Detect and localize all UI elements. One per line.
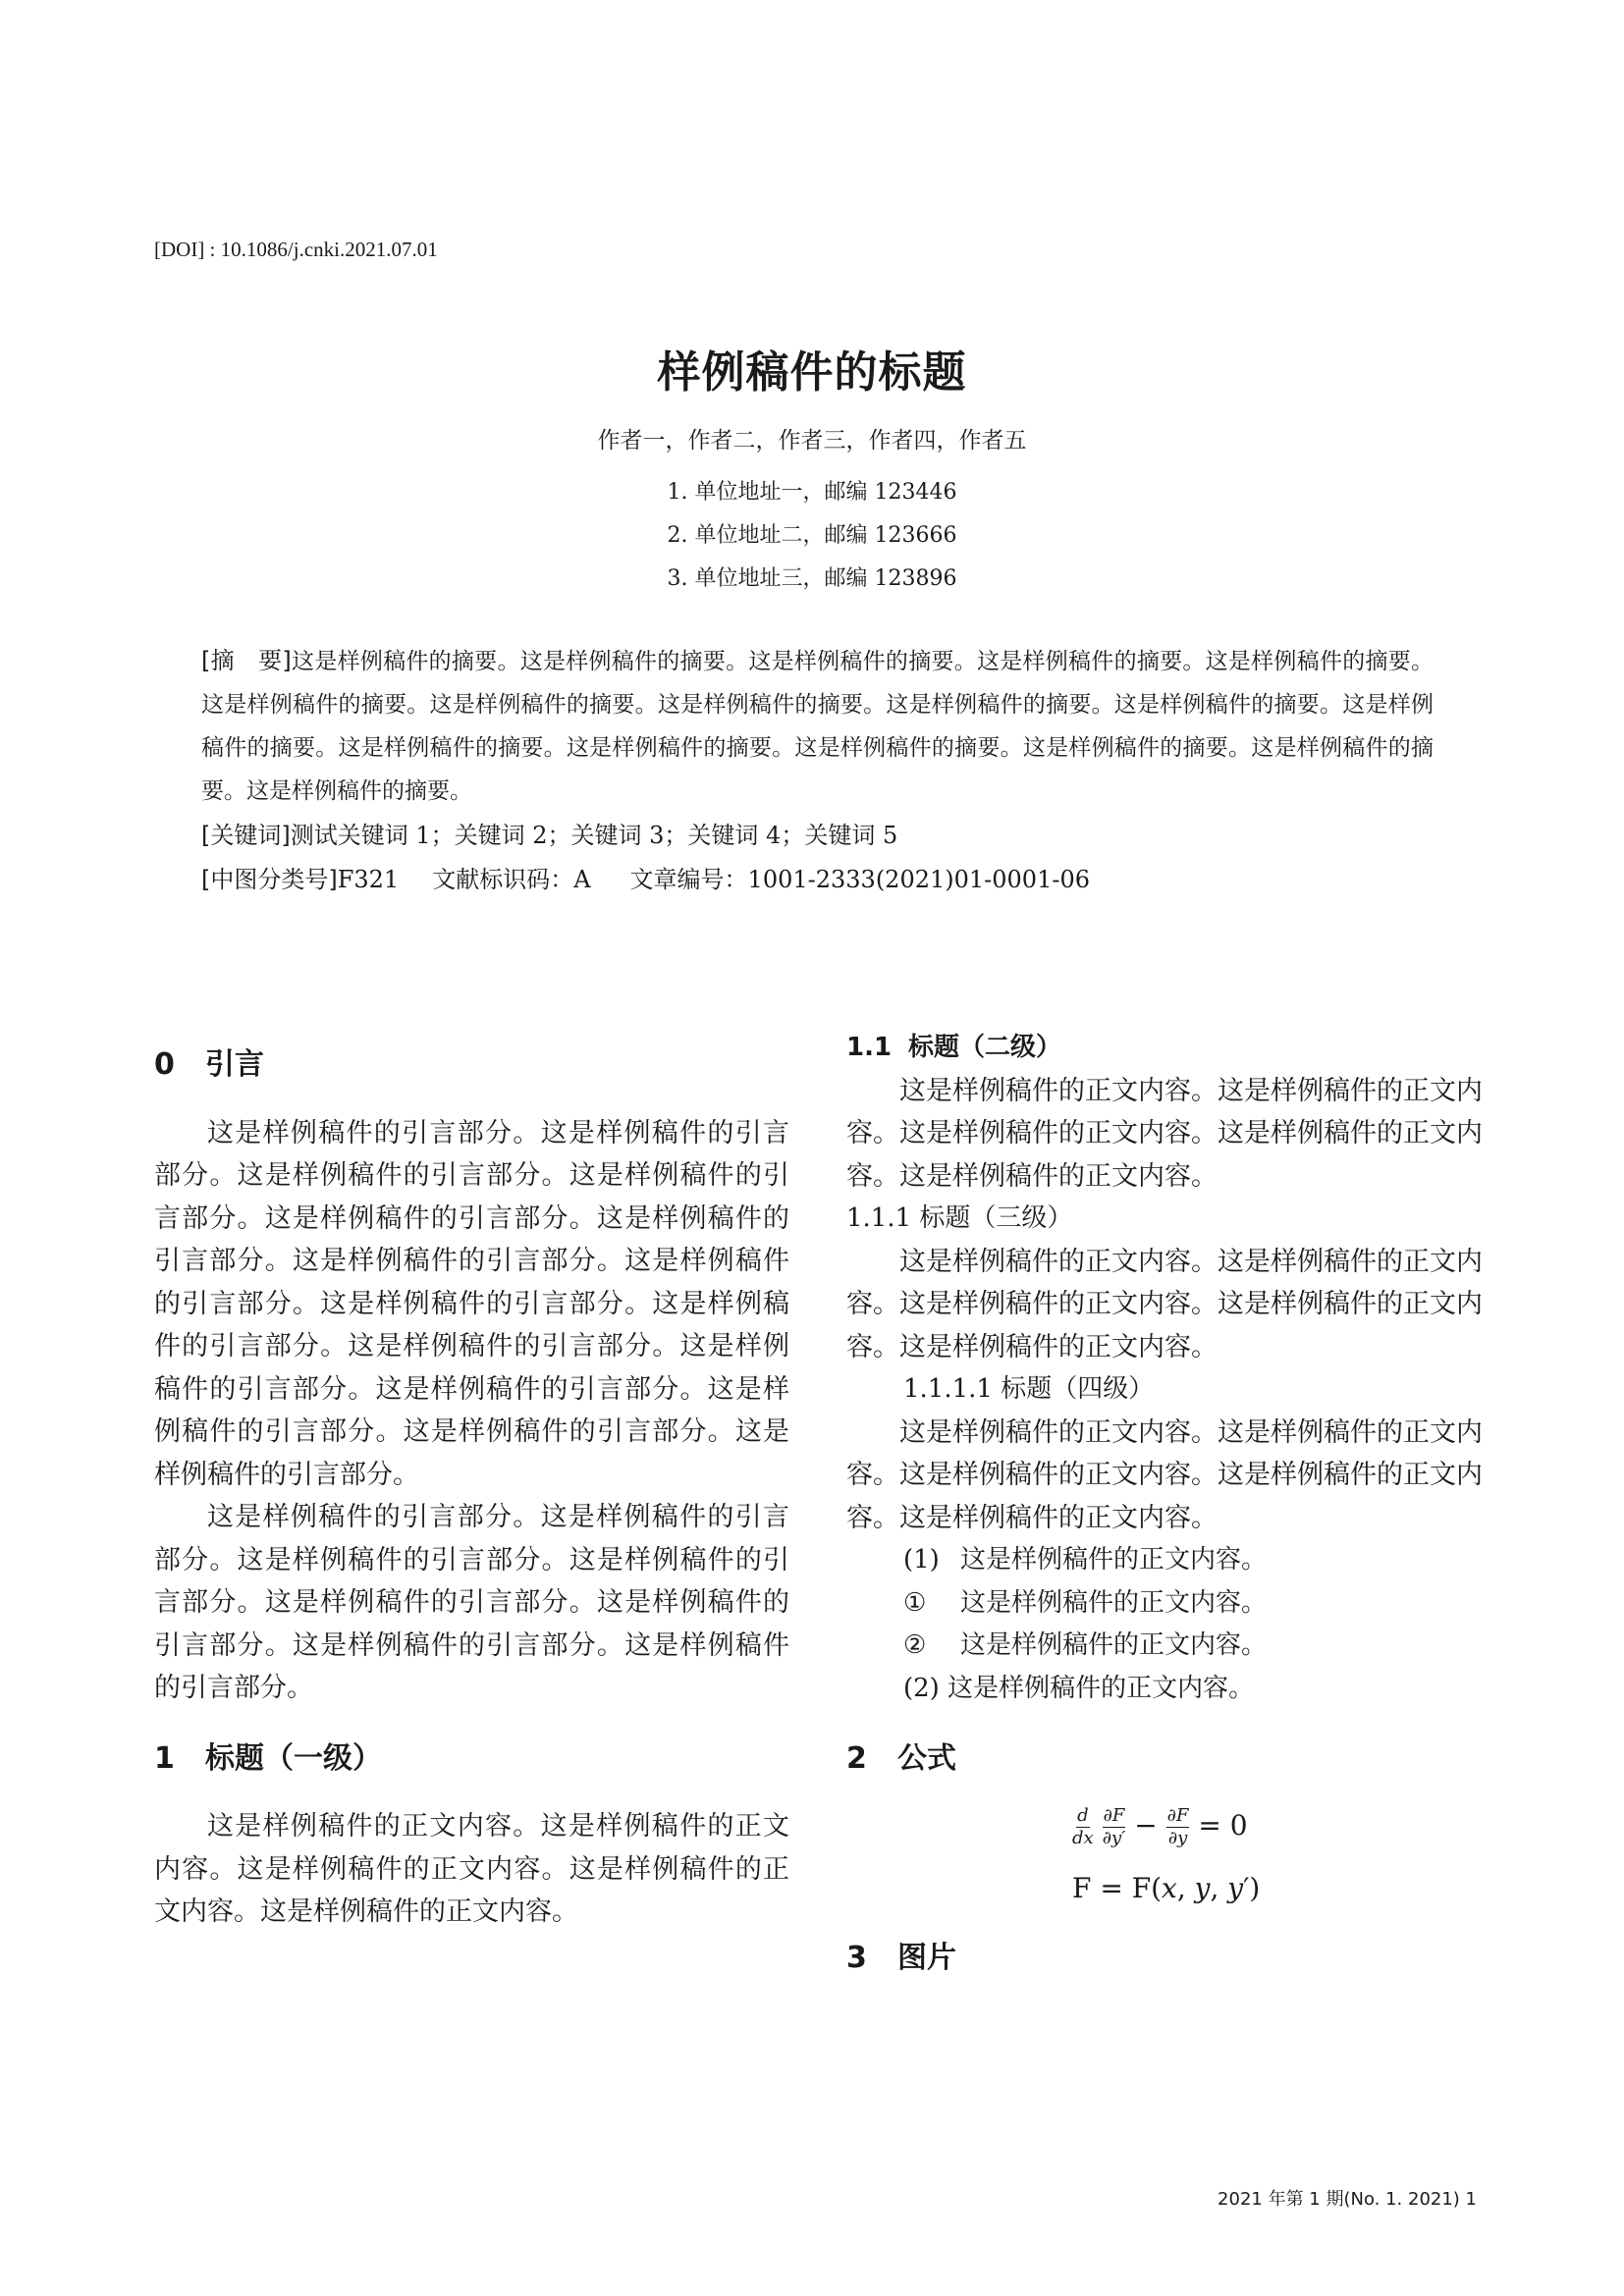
section-1-1-1-1-heading: 1.1.1.1 标题（四级） bbox=[903, 1374, 1155, 1404]
affiliation-1: 1. 单位地址一，邮编 123446 bbox=[667, 480, 957, 505]
section-1-paragraph: 这是样例稿件的正文内容。这是样例稿件的正文内容。这是样例稿件的正文内容。这是样例稿件的正文内容。这是样例稿件的正文内容。 bbox=[154, 1811, 789, 1927]
list-item: ② 这是样例稿件的正文内容。 bbox=[903, 1630, 1268, 1660]
list-item: (2) 这是样例稿件的正文内容。 bbox=[903, 1673, 1255, 1703]
abstract bbox=[201, 639, 1434, 813]
list-item: ① 这是样例稿件的正文内容。 bbox=[903, 1587, 1268, 1618]
intro-paragraph-1: 这是样例稿件的引言部分。这是样例稿件的引言部分。这是样例稿件的引言部分。这是样例稿件的引言部分。这是样例稿件的引言部分。这是样例稿件的引言部分。这是样例稿件的引言部分。这是样例稿件的引言部分。这是样例稿件的引言部分。这是样例稿件的引言部分。这是样例稿件的引言部分。这是样例稿件的引言部分。这是样例稿件的引言部分。这是样例稿件的引言部分。这是样例稿件的引言部分。这是样例稿件的引言部分。 bbox=[154, 1117, 789, 1490]
formula-2: F = F(𝑥, 𝑦, 𝑦′) bbox=[1072, 1871, 1261, 1904]
classification-value: F321 bbox=[337, 866, 400, 893]
article-no: 1001-2333(2021)01-0001-06 bbox=[747, 866, 1090, 893]
section-intro-heading: 0 引言 bbox=[154, 1047, 264, 1082]
right-column bbox=[846, 1027, 1483, 1980]
article-no-label: 文章编号： bbox=[629, 866, 748, 893]
intro-paragraph-2: 这是样例稿件的引言部分。这是样例稿件的引言部分。这是样例稿件的引言部分。这是样例稿件的引言部分。这是样例稿件的引言部分。这是样例稿件的引言部分。这是样例稿件的引言部分。这是样例稿件的引言部分。 bbox=[154, 1502, 789, 1703]
formula-1: $\frac{d}{dx}$ $\frac{\partial F}{\partial y'}$ − $\frac{\partial F}{\partial y}$ = 0 bbox=[1072, 1804, 1248, 1848]
keywords bbox=[201, 816, 1434, 850]
doc-code: A bbox=[573, 866, 591, 893]
keywords-label: [关键词] bbox=[201, 822, 291, 849]
doc-code-label: 文献标识码： bbox=[432, 866, 574, 893]
abstract-text: 这是样例稿件的摘要。这是样例稿件的摘要。这是样例稿件的摘要。这是样例稿件的摘要。这是样例稿件的摘要。这是样例稿件的摘要。这是样例稿件的摘要。这是样例稿件的摘要。这是样例稿件的摘要。这是样例稿件的摘要。这是样例稿件的摘要。这是样例稿件的摘要。这是样例稿件的摘要。这是样例稿件的摘要。这是样例稿件的摘要。这是样例稿件的摘要。这是样例稿件的摘要。 bbox=[201, 649, 1435, 804]
section-3-heading: 3 图片 bbox=[846, 1941, 956, 1975]
paper-title: 样例稿件的标题 bbox=[657, 347, 967, 398]
keywords-text: 测试关键词 1；关键词 2；关键词 3；关键词 4；关键词 5 bbox=[290, 822, 898, 849]
abstract-label: [摘 要] bbox=[201, 647, 292, 674]
section-1-1-1-heading: 1.1.1 标题（三级） bbox=[846, 1203, 1073, 1233]
section-1-heading: 1 标题（一级） bbox=[154, 1740, 382, 1776]
doi: [DOI] : 10.1086/j.cnki.2021.07.01 bbox=[154, 238, 438, 261]
affiliation-2: 2. 单位地址二，邮编 123666 bbox=[667, 523, 957, 548]
section-1-1-1-paragraph: 这是样例稿件的正文内容。这是样例稿件的正文内容。这是样例稿件的正文内容。这是样例稿件的正文内容。这是样例稿件的正文内容。 bbox=[846, 1246, 1483, 1362]
list-item: (1) 这是样例稿件的正文内容。 bbox=[903, 1545, 1268, 1575]
affiliation-3: 3. 单位地址三，邮编 123896 bbox=[667, 566, 957, 591]
classification-label: [中图分类号] bbox=[201, 866, 338, 893]
section-1-1-1-1-paragraph: 这是样例稿件的正文内容。这是样例稿件的正文内容。这是样例稿件的正文内容。这是样例稿件的正文内容。这是样例稿件的正文内容。 bbox=[846, 1416, 1483, 1533]
section-1-1-heading: 1.1 标题（二级） bbox=[846, 1033, 1062, 1062]
left-column bbox=[154, 1043, 789, 1934]
section-1-1-paragraph: 这是样例稿件的正文内容。这是样例稿件的正文内容。这是样例稿件的正文内容。这是样例稿件的正文内容。这是样例稿件的正文内容。 bbox=[846, 1075, 1483, 1192]
page-footer: 2021 年第 1 期(No. 1. 2021) 1 bbox=[1218, 2189, 1477, 2210]
classification bbox=[201, 860, 1434, 894]
section-2-heading: 2 公式 bbox=[846, 1741, 956, 1776]
authors: 作者一，作者二，作者三，作者四，作者五 bbox=[597, 428, 1027, 454]
